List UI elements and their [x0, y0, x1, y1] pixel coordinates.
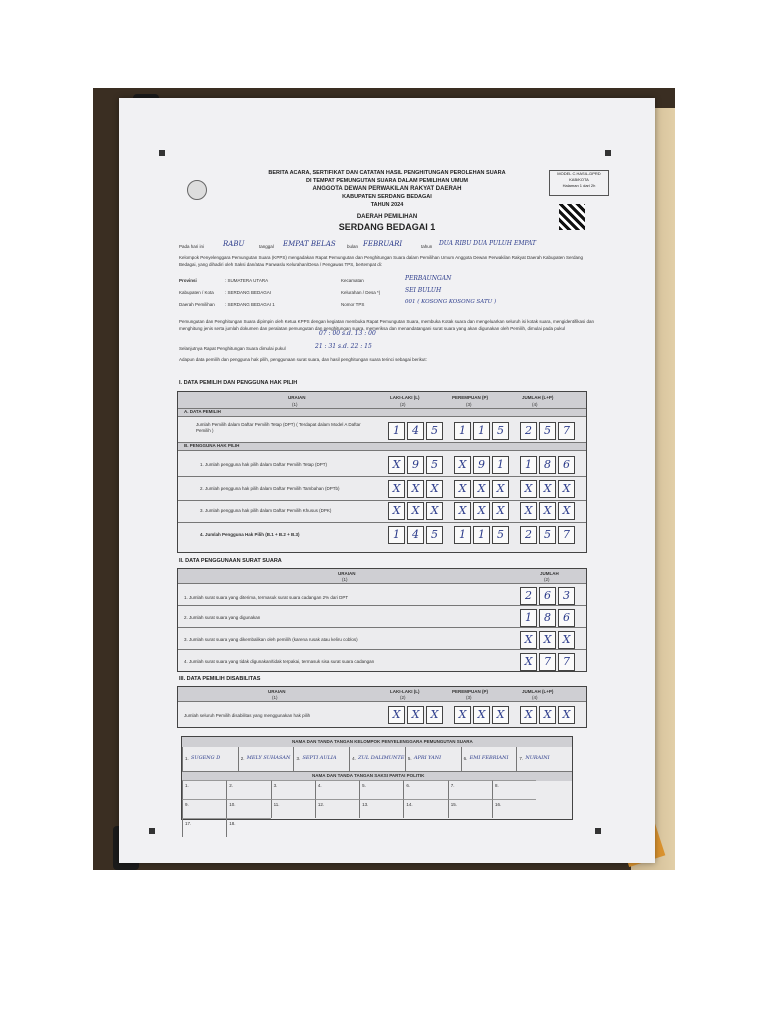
- section2-table: URAIAN (1) JUMLAH (2) 1. Jumlah surat suara yang diterima, termasuk surat suara cadangan 2% dari DPT 2 6 3 2. Jumlah surat suara yang digunakan 1 8 6 3. Jumlah surat suara yang dikembalikan oleh pemilih (karena rusak atau keliru coblos) X X X 4. Jumlah surat suara yang tidak digunakan/tidak terpakai, termasuk sisa surat suara cadangan X 7 7: [177, 568, 587, 672]
- saksi-signature-cell: [182, 818, 226, 837]
- saksi-signature-cell: [492, 780, 536, 799]
- saksi-num: 9.: [185, 802, 189, 807]
- section1-table: URAIAN (1) LAKI-LAKI (L) (2) PEREMPUAN (P) (3) JUMLAH (L+P) (4) A. DATA PEMILIH Jumlah Pemilih dalam Daftar Pemilih Tetap (DPT) ( Terdapat dalam Model A Daftar Pemilih ) 1 4 5 1 1 5 2 5 7 B. PENGGUNA HAK PILIH 1. Jumlah pengguna hak pilih dalam Daftar Pemilih Tetap (DPT) X 9 5 X 9 1 1 8 6 2. Jumlah pengguna hak pilih dalam Daftar Pemilih Tambahan (DPTb) X X X X X X X X X 3. Jumlah pengguna hak pilih dalam Daftar Pemilih Khusus (DPK) X X X X X X X X X 4. Jumlah Pengguna Hak Pilih (B.1 + B.2 + B.3) 1 4 5 1 1 5 2 5 7: [177, 391, 587, 553]
- header-line4: KABUPATEN SERDANG BEDAGAI: [342, 194, 432, 200]
- saksi-signature-grid: [182, 780, 572, 826]
- saksi-signature-cell: [226, 818, 270, 837]
- header-line1: BERITA ACARA, SERTIFIKAT DAN CATATAN HASIL PENGHITUNGAN PEROLEHAN SUARA: [268, 170, 506, 176]
- tanggal-label: tanggal: [259, 244, 274, 249]
- a-p-boxes: 1 1 5: [454, 422, 509, 440]
- saksi-num: 6.: [406, 783, 411, 788]
- saksi-num: 2.: [229, 783, 234, 788]
- saksi-signature-cell: [448, 780, 492, 799]
- section1-title: I. DATA PEMILIH DAN PENGGUNA HAK PILIH: [179, 380, 298, 386]
- saksi-num: 15.: [450, 802, 457, 807]
- para2-text: Selanjutnya Rapat Penghitungan Suara dimulai pukul: [179, 346, 286, 351]
- saksi-num: 3.: [273, 783, 278, 788]
- tps-label: Nomor TPS: [341, 302, 365, 307]
- kpps-num: 5.: [407, 756, 412, 761]
- saksi-signature-cell: [182, 780, 226, 799]
- ii-r2-label: 2. Jumlah surat suara yang digunakan: [184, 615, 261, 620]
- kpps-signature: NURAINI: [525, 755, 550, 761]
- saksi-num: 4.: [317, 783, 322, 788]
- dapil-title: SERDANG BEDAGAI 1: [338, 222, 436, 232]
- b2-label: 2. Jumlah pengguna hak pilih dalam Daftar Pemilih Tambahan (DPTb): [200, 486, 340, 491]
- kpps-num: 2.: [240, 756, 245, 761]
- saksi-signature-cell: [359, 780, 403, 799]
- saksi-num: 12.: [317, 802, 325, 807]
- saksi-signature-cell: [359, 799, 403, 818]
- kpps-signature: MELY SUHASAN: [246, 755, 291, 761]
- saksi-signature-cell: [315, 780, 359, 799]
- count-time: 21 : 31 s.d. 22 : 15: [315, 343, 372, 350]
- para1-text: Pemungutan dan Penghitungan Suara dipimpin oleh Ketua KPPS dengan kegiatan membuka Rapat Pemungutan Suara, membuka Kotak suara dan mengeluarkan seluruh isi kotak suara, mengidentifikasi dan menghitung jenis serta jumlah dokumen dan peralatan pemungutan dan penghitungan suara, memeriksa dan menandatangani surat suara yang akan digunakan oleh Pemilih, dimulai pada pukul: [179, 319, 595, 331]
- dapil-meta-label: Daerah Pemilihan: [179, 302, 215, 307]
- header-line2: DI TEMPAT PEMUNGUTAN SUARA DALAM PEMILIHAN UMUM: [305, 178, 469, 184]
- kpps-num: 1.: [185, 756, 189, 761]
- tahun-label: tahun: [421, 244, 433, 249]
- form-sheet: [119, 98, 655, 863]
- saksi-num: 5.: [362, 783, 366, 788]
- kpps-signature: APRI YANI: [413, 755, 442, 761]
- kpps-sign-title: NAMA DAN TANDA TANGAN KELOMPOK PENYELENGGARA PEMUNGUTAN SUARA: [292, 739, 473, 744]
- kecamatan-label: Kecamatan: [341, 278, 364, 283]
- kpps-signature-cell: [349, 747, 405, 771]
- tahun-value: DUA RIBU DUA PULUH EMPAT: [439, 240, 536, 247]
- kabupaten-label: Kabupaten / Kota: [179, 290, 214, 295]
- photo-background: [93, 88, 675, 870]
- b3-label: 3. Jumlah pengguna hak pilih dalam Daftar Pemilih Khusus (DPK): [200, 508, 332, 513]
- signature-table: [181, 736, 573, 826]
- saksi-num: 13.: [362, 802, 369, 807]
- intro-text: Kelompok Penyelenggara Pemungutan Suara (KPPS) mengadakan Rapat Pemungutan dan Penghitungan Suara dalam Pemilihan Umum Anggota Dewan Perwakilan Rakyat Daerah Kabupaten Serdang Bedagai, yang dihadiri oleh Saksi dan/atau Panwaslu Kelurahan/Desa / Pengawas TPS, bertempat di:: [179, 255, 584, 267]
- b1-label: 1. Jumlah pengguna hak pilih dalam Daftar Pemilih Tetap (DPT): [200, 462, 327, 467]
- iii-row-label: Jumlah seluruh Pemilih disabilitas yang menggunakan hak pilih: [184, 713, 311, 718]
- provinsi-value: : SUMATERA UTARA: [225, 278, 269, 283]
- section3-table: URAIAN (1) LAKI-LAKI (L) (2) PEREMPUAN (P) (3) JUMLAH (L+P) (4) Jumlah seluruh Pemilih disabilitas yang menggunakan hak pilih X X X X X X X X X: [177, 686, 587, 728]
- saksi-signature-cell: [226, 780, 270, 799]
- dapil-meta-value: : SERDANG BEDAGAI 1: [225, 302, 275, 307]
- kelurahan-label: Kelurahan / Desa *): [341, 290, 381, 295]
- saksi-num: 16.: [494, 802, 502, 807]
- kpps-num: 6.: [463, 756, 468, 761]
- tanggal-value: EMPAT BELAS: [283, 240, 336, 248]
- kpps-signature: ZUL DALIMUNTE: [358, 755, 405, 761]
- saksi-num: 7.: [450, 783, 455, 788]
- kpps-signature: EMI FEBRIANI: [469, 755, 509, 761]
- saksi-sign-title: NAMA DAN TANDA TANGAN SAKSI PARTAI POLITIK: [312, 773, 425, 778]
- kpps-signature-cell: [238, 747, 294, 771]
- saksi-num: 1.: [185, 783, 189, 788]
- dapil-label: DAERAH PEMILIHAN: [356, 214, 418, 220]
- bulan-value: FEBRUARI: [363, 240, 403, 248]
- saksi-signature-cell: [271, 799, 315, 818]
- model-box: MODEL C.HASIL-DPRD KAB/KOTA Halaman 1 dari 2h: [549, 170, 609, 196]
- saksi-signature-cell: [492, 799, 536, 818]
- saksi-signature-cell: [271, 780, 315, 799]
- saksi-num: 18.: [229, 821, 236, 826]
- start-time: 07 : 00 s.d. 13 : 00: [319, 330, 376, 337]
- kpps-signature: SUGENG D: [191, 755, 221, 761]
- saksi-num: 8.: [494, 783, 499, 788]
- saksi-signature-cell: [403, 780, 447, 799]
- tps-value: 001 ( KOSONG KOSONG SATU ): [405, 299, 497, 305]
- kelurahan-value: SEI BULUH: [405, 287, 442, 294]
- kecamatan-value: PERBAUNGAN: [405, 275, 452, 282]
- saksi-num: 10.: [229, 802, 236, 807]
- a-lp-boxes: 2 5 7: [520, 422, 575, 440]
- kpps-signature-row: [182, 747, 572, 771]
- saksi-signature-cell: [448, 799, 492, 818]
- kpps-num: 7.: [519, 756, 524, 761]
- hari-value: RABU: [223, 240, 245, 248]
- ii-r4-label: 4. Jumlah surat suara yang tidak digunakan/tidak terpakai, termasuk sisa surat suara cadangan: [184, 659, 375, 664]
- provinsi-label: Provinsi: [179, 278, 197, 283]
- kpps-num: 4.: [352, 756, 356, 761]
- b4-label: 4. Jumlah Pengguna Hak Pilih (B.1 + B.2 + B.3): [200, 532, 300, 537]
- section3-title: III. DATA PEMILIH DISABILITAS: [179, 676, 261, 682]
- saksi-signature-cell: [182, 799, 226, 818]
- saksi-num: 11.: [273, 802, 280, 807]
- ii-r1-label: 1. Jumlah surat suara yang diterima, termasuk surat suara cadangan 2% dari DPT: [184, 595, 349, 600]
- section2-title: II. DATA PENGGUNAAN SURAT SUARA: [179, 558, 282, 564]
- saksi-signature-cell: [226, 799, 270, 818]
- kabupaten-value: : SERDANG BEDAGAI: [225, 290, 272, 295]
- kpps-signature-cell: [461, 747, 517, 771]
- kpps-num: 3.: [296, 756, 301, 761]
- para3-text: Adapun data pemilih dan pengguna hak pilih, penggunaan surat suara, dan hasil penghitungan suara terinci sebagai berikut:: [179, 357, 427, 362]
- section-b-title: B. PENGGUNA HAK PILIH: [184, 443, 240, 448]
- header-line5: TAHUN 2024: [370, 202, 404, 208]
- kpps-signature-cell: [293, 747, 349, 771]
- bulan-label: bulan: [347, 244, 359, 249]
- kpps-signature-cell: [405, 747, 461, 771]
- kpps-signature: SEPTI AULIA: [302, 755, 337, 761]
- section-a-title: A. DATA PEMILIH: [184, 409, 221, 414]
- kpps-signature-cell: [182, 747, 238, 771]
- saksi-signature-cell: [403, 799, 447, 818]
- dpt-row-label: Jumlah Pemilih dalam Daftar Pemilih Tetap (DPT) ( Terdapat dalam Model A Daftar Pemilih ): [196, 422, 361, 433]
- ii-r3-label: 3. Jumlah surat suara yang dikembalikan oleh pemilih (karena rusak atau keliru coblos): [184, 637, 358, 642]
- saksi-num: 14.: [406, 802, 413, 807]
- saksi-signature-cell: [315, 799, 359, 818]
- a-l-boxes: 1 4 5: [388, 422, 443, 440]
- header-line3: ANGGOTA DEWAN PERWAKILAN RAKYAT DAERAH: [312, 186, 462, 192]
- saksi-num: 17.: [185, 821, 192, 826]
- hari-label: Pada hari ini: [179, 244, 205, 249]
- kpps-signature-cell: [516, 747, 572, 771]
